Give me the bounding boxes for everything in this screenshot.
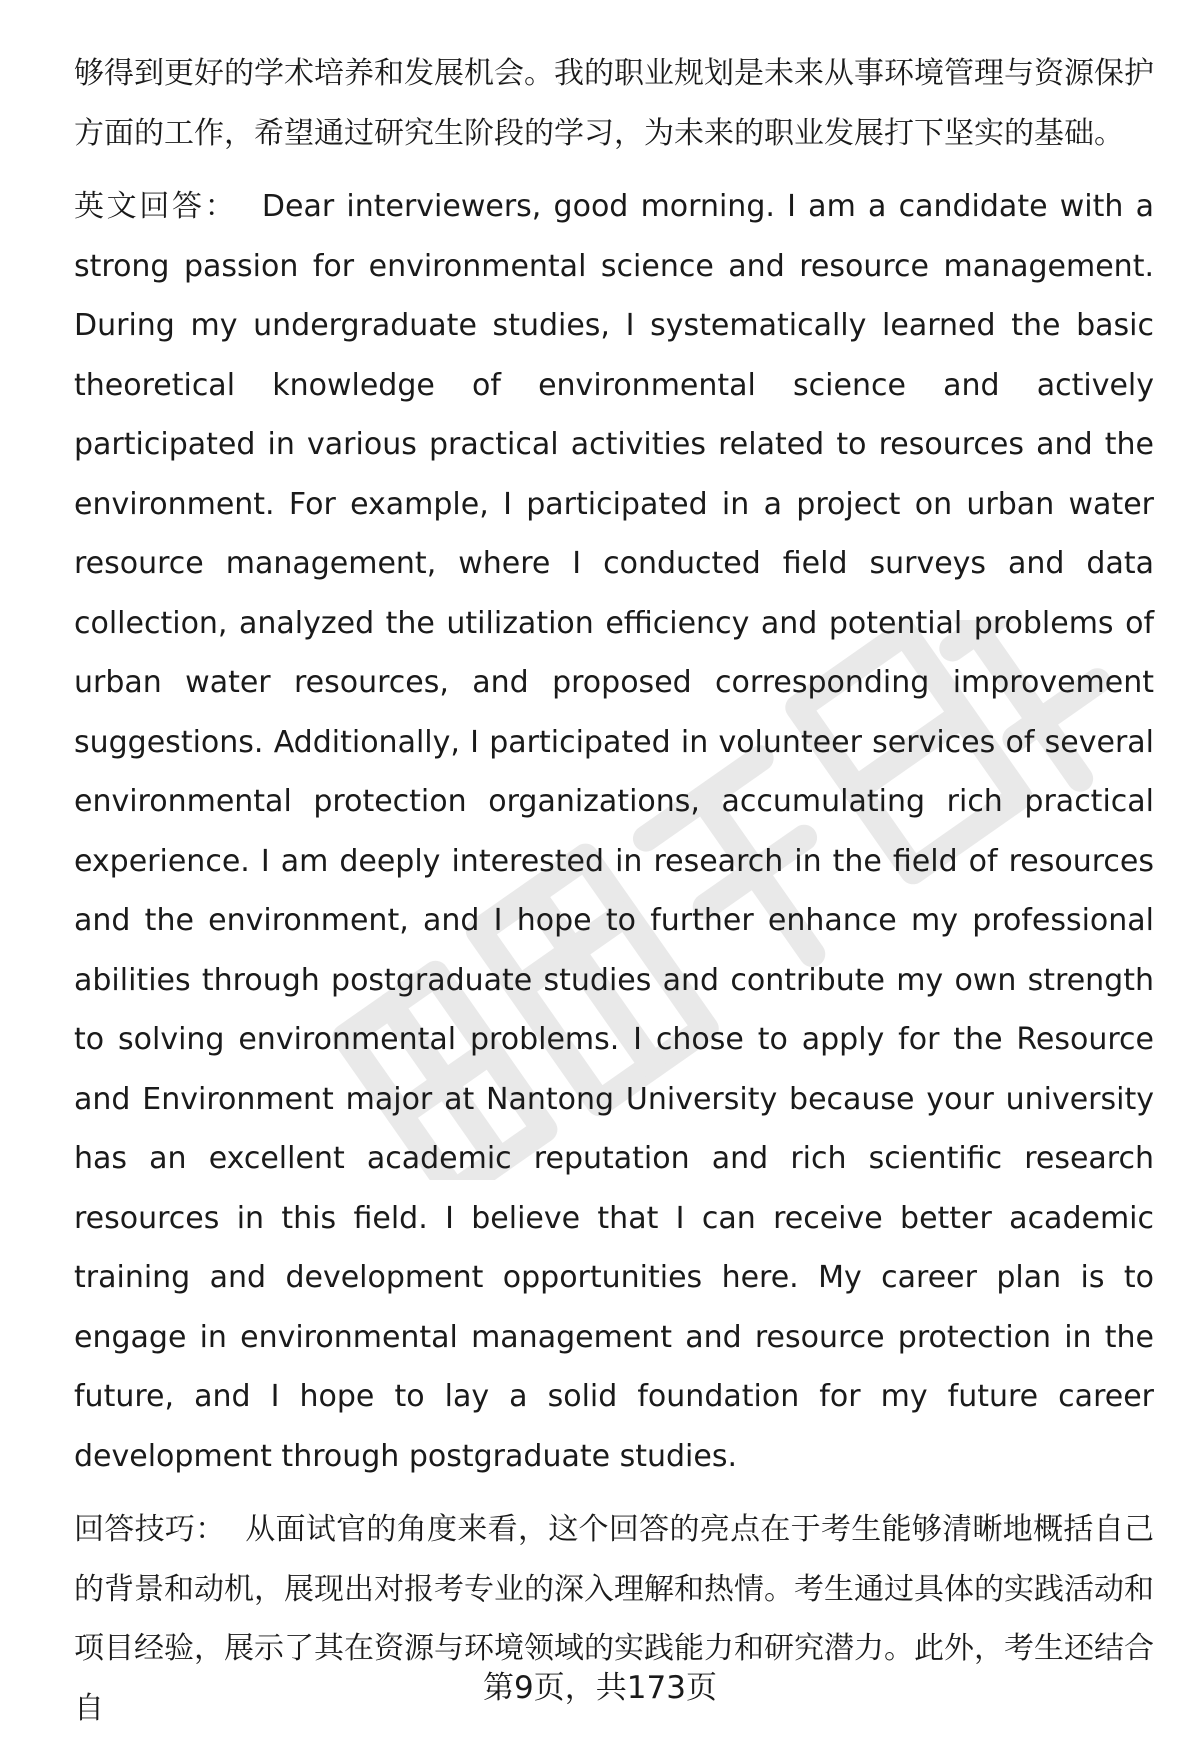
english-answer-text: Dear interviewers, good morning. I am a candidate with a strong passion for environmental science and resource management. During my undergraduate studies, I systematically learned the basic theoretical knowledge of environmental science and actively participated in various practical activities related to resources and the environment. For example, I participated in a project on urban water resource management, where I conducted field surveys and data collection, analyzed the utilization efficiency and potential problems of urban water resources, and proposed corresponding improvement suggestions. Additionally, I participated in volunteer services of several environmental protection organizations, accumulating rich practical experience. I am deeply interested in research in the field of resources and the environment, and I hope to further enhance my professional abilities through postgraduate studies and contribute my own strength to solving environmental problems. I chose to apply for the Resource and Environment major at Nantong University because your university has an excellent academic reputation and rich scientific research resources in this field. I believe that I can receive better academic training and development opportunities here. My career plan is to engage in environmental management and resource protection in the future, and I hope to lay a solid foundation for my future career development through postgraduate studies.: [74, 189, 1155, 1474]
answer-tips-label: 回答技巧：: [74, 1512, 226, 1547]
page-number-footer: 第9页，共173页: [483, 1670, 717, 1706]
english-answer-label: 英文回答：: [74, 189, 238, 224]
intro-continuation-paragraph: 够得到更好的学术培养和发展机会。我的职业规划是未来从事环境管理与资源保护方面的工作，希望通过研究生阶段的学习，为未来的职业发展打下坚实的基础。: [74, 56, 1154, 151]
document-body: [74, 44, 1154, 1752]
english-answer-paragraph: [74, 177, 1154, 1486]
answer-tips-text: 从面试官的角度来看，这个回答的亮点在于考生能够清晰地概括自己的背景和动机，展现出对报考专业的深入理解和热情。考生通过具体的实践活动和项目经验，展示了其在资源与环境领域的实践能力和研究潜力。此外，考生还结合自: [74, 1512, 1155, 1726]
